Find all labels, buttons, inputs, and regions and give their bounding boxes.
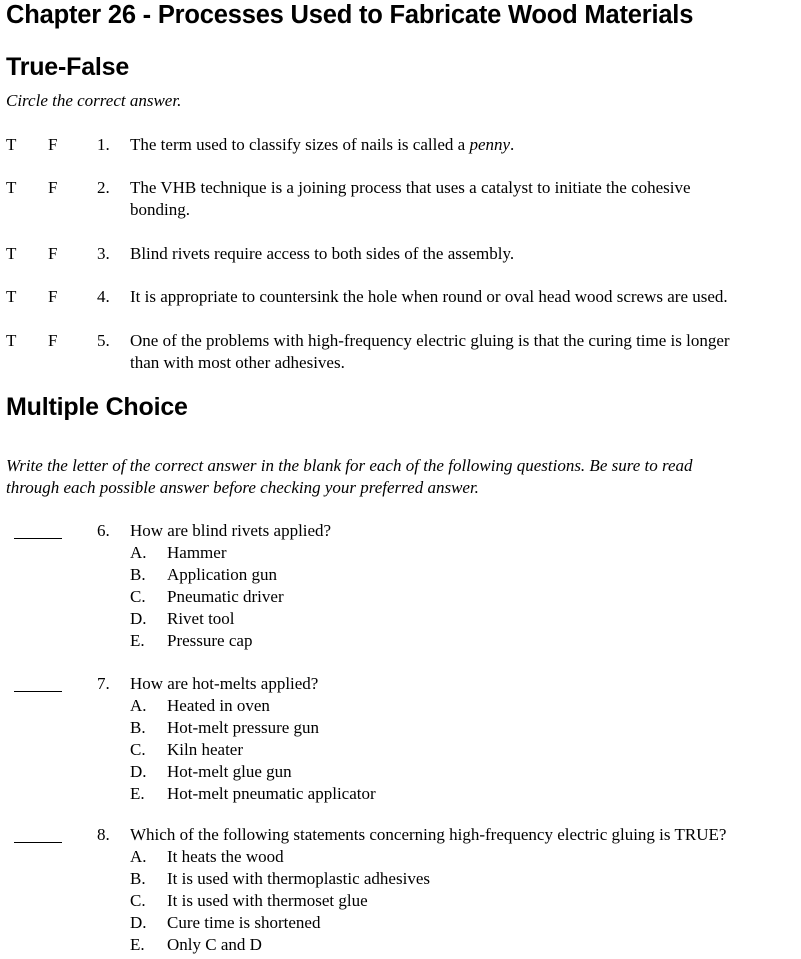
question-text: The VHB technique is a joining process that uses a catalyst to initiate the cohesive bonding. xyxy=(130,178,691,219)
question-text: Blind rivets require access to both sides of the assembly. xyxy=(130,244,515,263)
question-number: 1. xyxy=(97,135,110,154)
answer-blank[interactable] xyxy=(14,538,62,539)
question-text: The term used to classify sizes of nails is called a penny. xyxy=(130,135,515,154)
true-option[interactable]: T xyxy=(6,178,17,197)
question-number: 4. xyxy=(97,287,110,306)
chapter-title: Chapter 26 - Processes Used to Fabricate Wood Materials xyxy=(6,1,694,29)
multiple-choice-heading: Multiple Choice xyxy=(6,393,188,421)
question-text: It is appropriate to countersink the hole when round or oval head wood screws are used. xyxy=(130,287,728,306)
true-option[interactable]: T xyxy=(6,287,17,306)
true-option[interactable]: T xyxy=(6,135,17,154)
question-number: 8. xyxy=(97,825,110,844)
true-false-instructions: Circle the correct answer. xyxy=(6,91,182,110)
true-option[interactable]: T xyxy=(6,244,17,263)
question-text: One of the problems with high-frequency electric gluing is that the curing time is longer than with most other adhesives. xyxy=(130,331,730,372)
false-option[interactable]: F xyxy=(48,331,58,350)
multiple-choice-instructions: Write the letter of the correct answer in the blank for each of the following questions. Be sure to read through each possible answer before checking your preferred answer. xyxy=(6,456,693,497)
question-text: How are blind rivets applied? xyxy=(130,521,332,540)
question-number: 3. xyxy=(97,244,110,263)
question-text: Which of the following statements concerning high-frequency electric gluing is TRUE? xyxy=(130,825,727,844)
answer-blank[interactable] xyxy=(14,691,62,692)
answer-blank[interactable] xyxy=(14,842,62,843)
question-number: 6. xyxy=(97,521,110,540)
question-text: How are hot-melts applied? xyxy=(130,674,319,693)
false-option[interactable]: F xyxy=(48,244,58,263)
question-number: 5. xyxy=(97,331,110,350)
question-number: 2. xyxy=(97,178,110,197)
false-option[interactable]: F xyxy=(48,135,58,154)
true-false-heading: True-False xyxy=(6,53,130,81)
false-option[interactable]: F xyxy=(48,287,58,306)
emphasis-term: penny xyxy=(469,135,511,154)
false-option[interactable]: F xyxy=(48,178,58,197)
true-option[interactable]: T xyxy=(6,331,17,350)
question-number: 7. xyxy=(97,674,110,693)
